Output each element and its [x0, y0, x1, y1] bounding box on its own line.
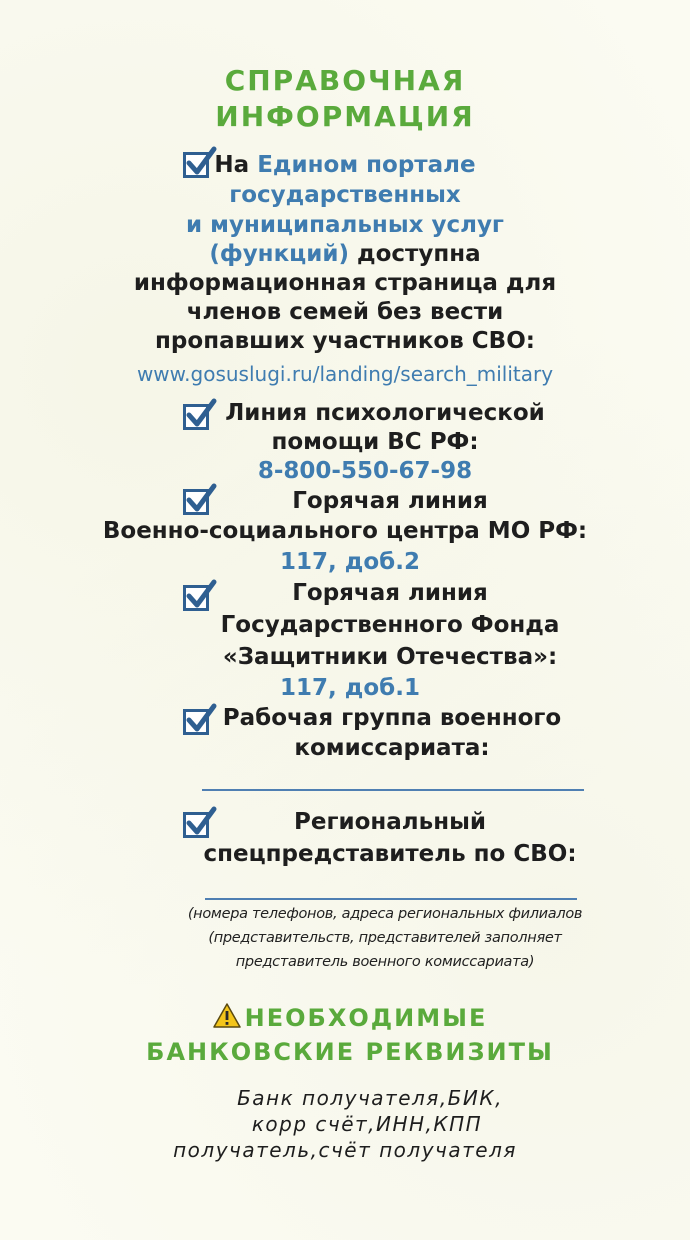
portal-line-3: и муниципальных услуг	[186, 212, 504, 238]
vsc-line-1: Горячая линия	[292, 488, 488, 514]
psych-phone[interactable]: 8-800-550-67-98	[257, 458, 473, 484]
regional-line-2: спецпредставитель по СВО:	[203, 841, 577, 867]
bank-heading-text-1: НЕОБХОДИМЫЕ	[244, 1004, 488, 1032]
portal-line-2: государственных	[229, 182, 461, 208]
portal-line-7: пропавших участников СВО:	[155, 328, 535, 354]
psych-line-1: Линия психологической	[225, 400, 545, 426]
bank-line-3: получатель,счёт получателя	[173, 1138, 517, 1162]
portal-prefix: На	[214, 152, 250, 178]
bank-heading-line-2: БАНКОВСКИЕ РЕКВИЗИТЫ	[146, 1038, 554, 1066]
note-line-3: представитель военного комиссариата)	[235, 954, 535, 970]
bank-line-1: Банк получателя,БИК,	[237, 1086, 503, 1110]
heading-line-2: ИНФОРМАЦИЯ	[215, 100, 475, 133]
note-line-2: (представительств, представителей заполняет	[208, 930, 562, 946]
bank-heading-line-1	[5, 1002, 690, 1034]
fund-line-3: «Защитники Отечества»:	[222, 644, 558, 670]
heading-line-1: СПРАВОЧНАЯ	[224, 64, 466, 97]
warning-triangle-icon	[213, 1003, 241, 1029]
portal-name-1: Едином портале	[257, 152, 476, 178]
portal-line-1	[0, 150, 690, 180]
gosuslugi-link[interactable]: www.gosuslugi.ru/landing/search_military	[136, 362, 554, 386]
portal-line-6: членов семей без вести	[186, 299, 504, 325]
portal-line-4	[0, 239, 690, 269]
fill-in-line	[202, 789, 584, 791]
regional-line-1: Региональный	[294, 809, 486, 835]
vsc-line-2: Военно-социального центра МО РФ:	[102, 518, 588, 544]
portal-line-5: информационная страница для	[133, 270, 557, 296]
fund-phone[interactable]: 117, доб.1	[280, 675, 420, 701]
workgroup-line-2: комиссариата:	[294, 735, 490, 761]
vsc-phone[interactable]: 117, доб.2	[280, 549, 420, 575]
portal-name-4: (функций)	[209, 241, 349, 267]
psych-line-2: помощи ВС РФ:	[271, 429, 479, 455]
portal-suffix-4: доступна	[357, 241, 481, 267]
workgroup-line-1: Рабочая группа военного	[222, 705, 562, 731]
note-line-1: (номера телефонов, адреса региональных филиалов	[187, 906, 583, 922]
bank-line-2: корр счёт,ИНН,КПП	[251, 1112, 483, 1136]
fund-line-1: Горячая линия	[292, 580, 488, 606]
fill-in-line	[205, 898, 577, 900]
fund-line-2: Государственного Фонда	[220, 612, 560, 638]
